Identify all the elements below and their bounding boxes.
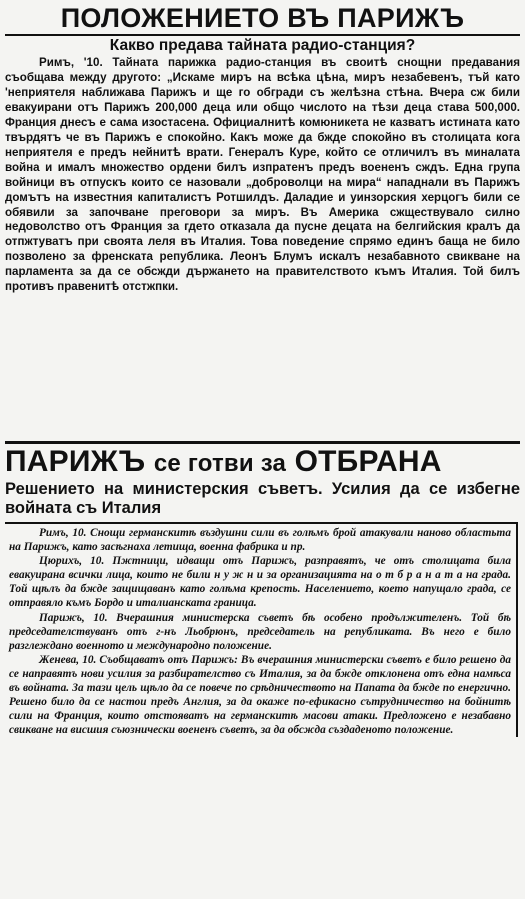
article-body-box <box>5 522 518 737</box>
article-headline <box>5 446 520 480</box>
article-subheadline: Какво предава тайната радио-станция? <box>109 37 416 54</box>
headline-part-city: ПАРИЖЪ <box>5 445 146 478</box>
section-divider <box>5 441 520 444</box>
article-paris-defense <box>5 446 520 737</box>
article-subheadline: Решението на министерския съветъ. Усилия да се избегне войната съ Италия <box>5 480 520 517</box>
dispatch-zurich: Цюрихъ, 10. Пжтници, идващи отъ Парижъ, разправятъ, че отъ столицата била евакуирана всички лица, които не били н у ж н и за организацията на о т б р а н а т а на града. Той щѣлъ да бжде защищаванъ като голѣма крепость. Населението, което напущало града, се отправяло къмъ Бордо и италианската граница. <box>9 555 511 610</box>
dispatch-geneva: Женева, 10. Съобщаватъ отъ Парижъ: Въ вчерашния министерски съветъ е било решено да се направятъ нови усилия за разбирателство съ Италия, за да бжде отклонена отъ една намѣса въ войната. За тази цель щѣло да се повече по срѣдничеството на Папата да бжде по енергично. Решено било да се настои предъ Англия, за да окаже по-ефикасно сътрудничество на бойнитѣ сили на Франция, които отстояватъ на германскитѣ масови атаки. Предложено е незабавно свикване на висшия съюзнически воененъ съветъ, за да обсжда създаденото положение. <box>9 653 511 737</box>
article-body: Римъ, '10. Тайната парижка радио-станция въ своитѣ снощни предавания съобщава между другото: „Искаме миръ на всѣка цѣна, миръ незабевенъ, тъй като 'неприятеля наближава Парижъ и ще го обгради съ желѣзна стѣна. Вчера сж били евакуирани отъ Парижъ 200,000 деца или общо числото на тѣзи деца става 500,000. Франция днесъ е сама изостасена. Официалнитѣ комюникета не казватъ истината като твърдятъ че въ Парижъ е спокойно. Какъ може да бжде спокойно въ столицата кога неприятеля е предъ нейнитѣ врати. Генералъ Куре, който се отличилъ въ миналата война и ималъ множество ордени билъ изпратенъ предъ воененъ сждъ. Една група войници въ отпускъ които се назовали „доброволци на мира“ нападнали въ Парижъ домътъ на известния капиталистъ Ротшилдъ. Даладие и уинзорския херцогъ били се обявили за започване преговори за миръ. Въ Америка сжществувало силно недоволство отъ Франция за гдето отказала да пусне децата на белгийския кралъ да отпжтуватъ при своята леля въ Италия. Това поведение спрямо единъ баща не било позволено за френската република. Леонъ Блумъ искалъ незабавното свикване на парламента за да се обсжди държането на правителството къмъ Италия. Той билъ противъ правенитѣ отстжпки. <box>5 56 520 294</box>
headline-part-verb: се готви за <box>153 450 287 477</box>
headline-part-defense: ОТБРАНА <box>294 445 442 478</box>
article-paris-situation <box>5 3 520 438</box>
dispatch-paris: Парижъ, 10. Вчерашния министерска съветъ бѣ особено продължителенъ. Той бѣ председателствуванъ отъ г-нъ Льобрюнъ, председатель на републиката. Въ него е било разглеждано военното и международно положение. <box>9 611 511 652</box>
article-headline: ПОЛОЖЕНИЕТО ВЪ ПАРИЖЪ <box>60 3 465 33</box>
headline-underline <box>5 34 520 36</box>
dispatch-rome: Римъ, 10. Снощи германскитѣ въздушни сили въ голѣмъ брой атакували наново областьта на Парижъ, като засѣгнаха летища, военна фабрика и пр. <box>9 527 511 554</box>
